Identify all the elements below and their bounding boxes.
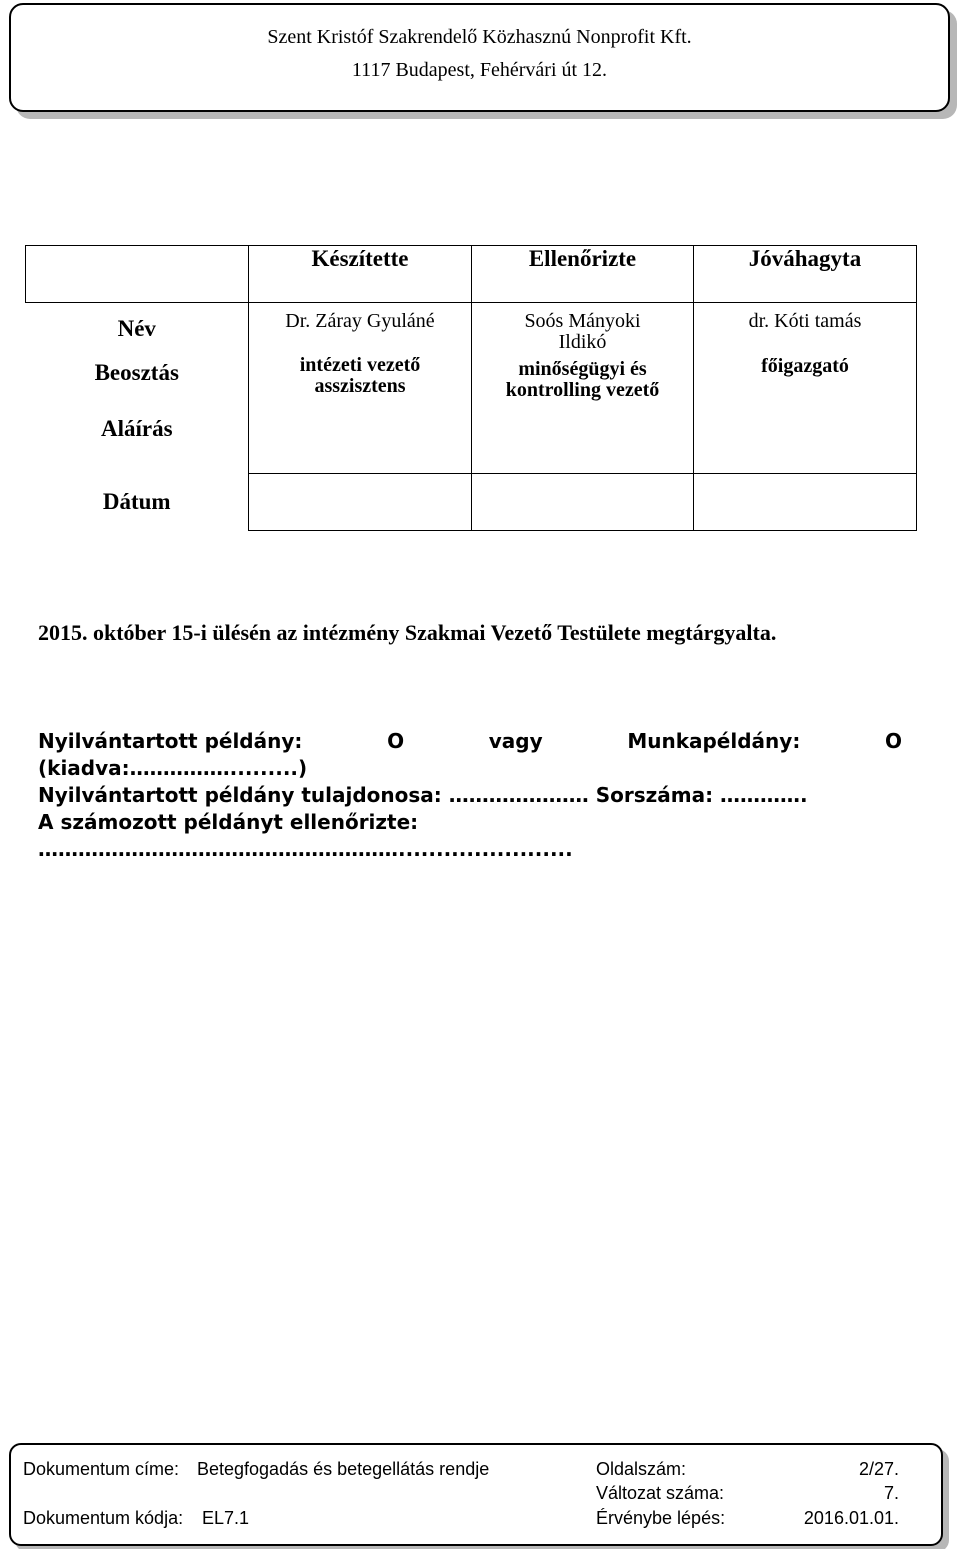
checked-by-position: minőségügyi és kontrolling vezető [505, 358, 660, 401]
copy-registration-block [38, 728, 902, 863]
numbered-copy-checked-line: A számozott példányt ellenőrizte: [38, 810, 419, 834]
work-copy-label: Munkapéldány: [627, 729, 801, 753]
footer-effective-label: Érvénybe lépés: [596, 1508, 726, 1528]
footer-title-label: Dokumentum címe: [23, 1459, 180, 1479]
column-header-prepared: Készítette [249, 246, 472, 303]
or-word: vagy [488, 729, 543, 753]
approved-by-name: dr. Kóti tamás [748, 310, 862, 332]
document-footer [9, 1443, 943, 1546]
registered-copy-checkbox[interactable]: O [387, 729, 405, 753]
date-prepared-cell [249, 473, 472, 530]
issued-line: (kiadva:…………….........) [38, 756, 308, 780]
footer-page-label: Oldalszám: [596, 1459, 687, 1479]
work-copy-checkbox[interactable]: O [884, 729, 902, 753]
dotted-fill-line: ………………………………………………....................... [38, 837, 573, 861]
date-approved-cell [694, 473, 917, 530]
document-header [9, 3, 950, 112]
copy-owner-line: Nyilvántartott példány tulajdonosa: ………………… Sorszáma: …………. [38, 783, 808, 807]
approved-by-position: főigazgató [761, 355, 849, 377]
footer-version-label: Változat száma: [596, 1483, 725, 1503]
checked-by-name: Soós Mányoki Ildikó [524, 310, 641, 353]
footer-title-value: Betegfogadás és betegellátás rendje [197, 1459, 490, 1479]
registered-copy-label: Nyilvántartott példány: [38, 729, 303, 753]
prepared-by-position: intézeti vezető asszisztens [299, 354, 421, 397]
column-header-approved: Jóváhagyta [694, 246, 917, 303]
column-header-checked: Ellenőrizte [472, 246, 694, 303]
row-label-position: Beosztás [94, 360, 179, 385]
approval-note: 2015. október 15-i ülésén az intézmény Szakmai Vezető Testülete megtárgyalta. [38, 620, 777, 645]
empty-corner-cell [26, 246, 249, 303]
prepared-by-name: Dr. Záray Gyuláné [285, 310, 435, 332]
footer-page-value: 2/27. [858, 1459, 899, 1479]
row-label-date: Dátum [102, 488, 171, 514]
checked-by-cell [472, 303, 694, 474]
row-label-signature: Aláírás [100, 416, 173, 441]
footer-version-value: 7. [883, 1483, 899, 1503]
approved-by-cell [694, 303, 917, 474]
organization-name: Szent Kristóf Szakrendelő Közhasznú Nonprofit Kft. [267, 26, 692, 48]
prepared-by-cell [249, 303, 472, 474]
row-labels [26, 303, 249, 474]
date-checked-cell [472, 473, 694, 530]
footer-code-label: Dokumentum kódja: [23, 1508, 184, 1528]
copy-type-line [38, 728, 902, 755]
footer-effective-value: 2016.01.01. [803, 1508, 899, 1528]
organization-address: 1117 Budapest, Fehérvári út 12. [351, 59, 608, 81]
footer-code-value: EL7.1 [202, 1508, 250, 1528]
signature-table [25, 245, 917, 531]
row-label-name: Név [117, 316, 156, 341]
